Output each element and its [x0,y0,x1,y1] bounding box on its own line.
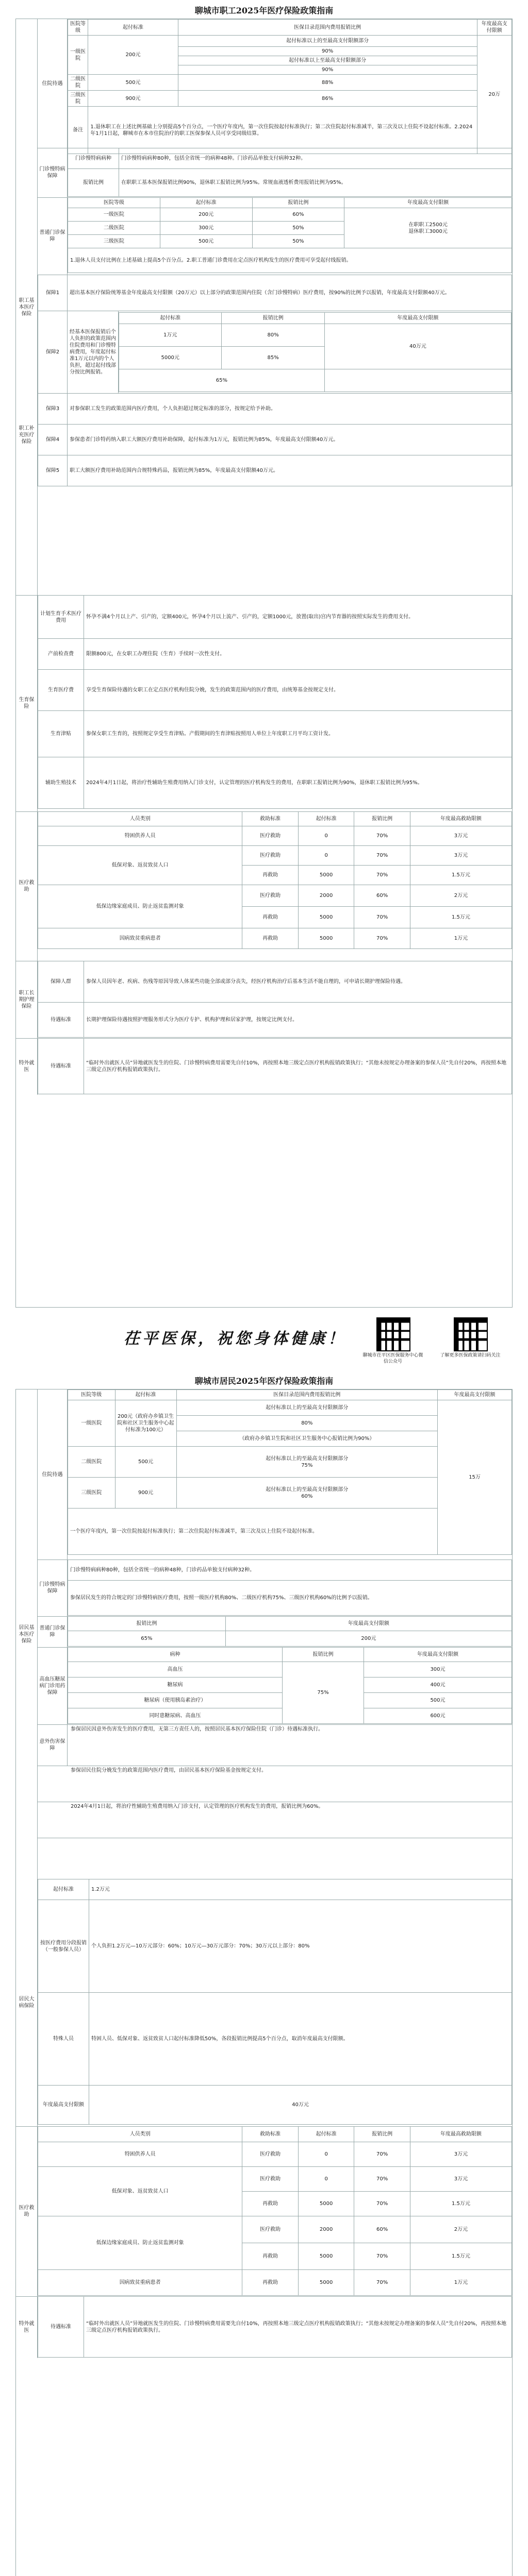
item-tag: 保障5 [38,455,68,486]
coverage-text: （政府办乡镇卫生院和社区卫生服务中心报销比例为90%） [176,1431,438,1447]
medical-aid-label: 医疗救助 [16,2126,38,2296]
aid-limit: 1.5万元 [410,907,512,928]
item-text: 经基本医保报销后个人负担的政策范围内住院费用和门诊慢特病费用，年度起付标准1万元以内的个人负担，超过起付线部分按比例报销。 [68,311,119,394]
maternity-section [16,595,512,812]
two-diseases-section [38,1647,512,1725]
col-header: 年度最高支付限额 [477,20,512,36]
disease-label: 门诊慢特病病种 [68,148,119,169]
item-text: 对参保职工发生的政策范围内医疗费用，个人负担超过规定标准的部分，按规定给予补助。 [68,394,512,425]
item-tag: 起付标准 [38,1879,89,1900]
inpatient-label: 住院待遇 [38,1389,68,1560]
aid-threshold: 5000 [298,2243,354,2270]
employee-policy-table [15,19,513,1308]
qr-caption: 了解更多医保政策请扫码关注 [440,1353,501,1358]
col-header: 报销比例 [252,198,344,208]
aid-threshold: 5000 [298,928,354,949]
general-outpatient-section [38,197,512,275]
outpatient-chronic-label: 门诊慢特病保障 [38,1560,68,1616]
item-text: 享受生育保险待遇的女职工在定点医疗机构住院分娩，发生的政策范围内的医疗费用，由统筹基金按规定支付。 [84,670,512,711]
medical-aid-section [16,2126,512,2297]
aid-limit: 2万元 [410,2216,512,2243]
col-header: 救助标准 [242,2127,299,2142]
threshold-value: 500元 [88,75,178,91]
accident-section [38,1724,512,1766]
sheet-title: 聊城市居民2025年医疗保险政策指南 [194,1376,334,1386]
item-tag: 保障2 [38,311,68,394]
hospital-level: 三级医院 [68,1478,116,1509]
coverage-text: 起付标准以上的至最高支付限额部分 [178,36,477,47]
annual-limit: 500元 [364,1693,512,1708]
aid-ratio: 70% [354,2192,410,2216]
item-tag: 保障4 [38,425,68,455]
item-text: 限额800元，在女职工办理住院（生育）手续时一次性支付。 [84,639,512,670]
annual-limit: 15万 [438,1400,512,1555]
col-header: 人员类别 [38,812,242,826]
aid-limit: 2万元 [410,885,512,907]
item-text: 参保患者门诊特药纳入职工大额医疗费用补助保障，起付标准为1万元，报销比例为85%，年度最高支付限额40万元。 [68,425,512,455]
inpatient-section [38,19,512,148]
hospital-level: 一级医院 [68,208,160,222]
threshold-value: 200元 [160,208,252,222]
col-header: 年度最高支付限额 [438,1390,512,1400]
item-tag: 年度最高支付限额 [38,2086,89,2125]
item-text: 怀孕不满4个月以上产、引产的，定额400元，怀孕4个月以上流产、引产的，定额1000元，放置(取出)宫内节育器的按照实际发生的费用支付。 [84,596,512,639]
aid-ratio: 70% [354,2167,410,2192]
aid-group: 低保边缘家庭成员、防止返贫监测对象 [38,885,242,928]
hospital-level: 二级医院 [68,1447,116,1478]
item-tag: 计划生育手术医疗费用 [38,596,84,639]
slogan: 茌平医保，祝您身体健康！ [124,1330,346,1348]
ratio-value: 50% [252,222,344,235]
aid-group: 低保对象、返贫致贫人口 [38,846,242,885]
inpatient-section [38,1389,512,1560]
aid-type: 医疗救助 [242,2142,299,2167]
col-header: 起付标准 [160,198,252,208]
item-tag: 保障1 [38,275,68,311]
remote-treatment-section [16,2296,512,2358]
ratio-value: 85% [222,347,324,369]
annual-limit: 200元 [225,1631,512,1647]
ratio-value: 50% [252,235,344,248]
col-header: 年度最高支付限额 [324,313,511,324]
col-header: 起付标准 [298,2127,354,2142]
qr-caption: 聊城市茌平区医保服务中心微信公众号 [362,1353,423,1364]
item-tag: 生育医疗费 [38,670,84,711]
item-tag: 生育津贴 [38,711,84,757]
main-category-label: 职工基本医疗保险 [16,19,38,595]
col-header: 起付标准 [119,313,222,324]
aid-limit: 1.5万元 [410,2243,512,2270]
outpatient-chronic-label: 门诊慢特病保障 [38,148,68,197]
aid-threshold: 0 [298,846,354,866]
general-outpatient-section [38,1616,512,1648]
maternity-text: 参保居民住院分娩发生的政策范围内医疗费用，由居民基本医疗保险基金按规定支付。 [71,1768,267,1773]
aid-limit: 1万元 [410,2270,512,2296]
general-outpatient-label: 普通门诊保障 [38,197,68,275]
aid-threshold: 2000 [298,2216,354,2243]
aid-ratio: 70% [354,846,410,866]
item-tag: 保障3 [38,394,68,425]
item-text: “临时外出就医人员”异地就医发生的住院、门诊慢特病费用需要先自付10%，再按照本地三级定点医疗机构报销政策执行；“其他未按规定办理备案的参保人员”先自付20%，再按照本地三级定点医疗机构报销政策执行。 [84,2297,512,2358]
limit-line: 退休职工3000元 [408,228,448,234]
item-tag: 特殊人员 [38,1993,89,2086]
col-header: 年度最高支付限额 [364,1648,512,1662]
hospital-level: 三级医院 [68,91,88,107]
col-header: 人员类别 [38,2127,242,2142]
item-tag: 待遇标准 [38,2297,84,2358]
item-text: 个人负担1.2万元—10万元部分：60%；10万元—30万元部分：70%；30万元以上部分：80% [89,1900,512,1993]
medical-aid-table [38,811,512,949]
footer-banner [0,1311,528,1368]
col-header: 报销比例 [68,1617,226,1631]
threshold-value: 200元（政府办乡镇卫生院和社区卫生服务中心起付标准为100元） [115,1400,176,1447]
aid-limit: 1万元 [410,928,512,949]
remote-label: 特外就医 [16,1038,38,1095]
col-header: 报销比例 [282,1648,364,1662]
disease-name: 高血压 [68,1662,283,1677]
coverage-text: 起付标准以上至最高支付限额部分 [178,56,477,65]
aid-threshold: 0 [298,2167,354,2192]
aid-group: 低保边缘家庭成员、防止返贫监测对象 [38,2216,242,2270]
aid-threshold: 2000 [298,885,354,907]
general-outpatient-label: 普通门诊保障 [38,1616,68,1647]
aid-ratio: 70% [354,907,410,928]
main-category-label: 居民基本医疗保险 [16,1389,38,1879]
threshold-value: 5000元 [119,347,222,369]
aid-type: 再救助 [242,866,299,885]
aid-limit: 1.5万元 [410,866,512,885]
annual-limit: 300元 [364,1662,512,1677]
hospital-level: 一级医院 [68,36,88,75]
outpatient-chronic-section [38,1560,512,1617]
col-header: 病种 [68,1648,283,1662]
aid-ratio: 70% [354,2142,410,2167]
long-term-care-section [16,961,512,1039]
coverage-text: 起付标准以上的至最高支付限额部分 [176,1400,438,1416]
accident-label: 意外伤害保障 [38,1724,68,1766]
ratio-value: 80% [222,324,324,347]
supplementary-label: 职工补充医疗保险 [16,275,38,595]
annual-limit: 40万元 [89,2086,512,2125]
col-header: 医院等级 [68,1390,116,1400]
annual-limit: 400元 [364,1677,512,1693]
aid-group: 因病致贫重病患者 [38,928,242,949]
item-tag: 按医疗费用分段报销（一般参保人员） [38,1900,89,1993]
assisted-reproduction-section [38,1802,512,1838]
inpatient-notes: 1.退休职工在上述比例基础上分别提高5个百分点，一个医疗年度内，第一次住院按起付标准执行；第二次住院起付标准减半，第三次及以上住院不设起付标准。2.2024年1月1日起，聊城市在本市住院治疗的职工医保参保人员可享受同级结算。 [88,107,477,154]
aid-ratio: 70% [354,2243,410,2270]
annual-limit: 40万元 [324,324,511,369]
coverage-ratio: 86% [178,91,477,107]
threshold-value: 900元 [88,91,178,107]
threshold-value: 900元 [115,1478,176,1509]
note-label: 备注 [68,107,88,154]
coverage-ratio: 88% [178,75,477,91]
aid-type: 医疗救助 [242,885,299,907]
aid-threshold: 5000 [298,866,354,885]
hospital-level: 一级医院 [68,1400,116,1447]
item-text: 特困人员、低保对象、返贫致贫人口起付标准降低50%，各段报销比例提高5个百分点，取消年度最高支付限额。 [89,1993,512,2086]
col-header: 报销比例 [222,313,324,324]
resident-policy-sheet [0,1370,528,2576]
aid-ratio: 60% [354,2216,410,2243]
item-tag: 待遇标准 [38,1003,84,1038]
accident-text: 参保居民因意外伤害发生的医疗费用，无第三方责任人的，按照居民基本医疗保险住院（门诊）待遇标准执行。 [71,1726,323,1732]
threshold-value: 500元 [115,1447,176,1478]
ratio-value: 60% [252,208,344,222]
col-header: 起付标准 [88,20,178,36]
resident-policy-table [15,1389,513,2576]
col-header: 医院等级 [68,198,160,208]
annual-limit [344,208,512,248]
col-header: 医保目录范围内费用报销比例 [176,1390,438,1400]
ratio-text: 参保居民发生的符合规定的门诊慢特病医疗费用，按照一级医疗机构80%、二级医疗机构75%、三级医疗机构60%的比例予以报销。 [68,1581,512,1616]
outpatient-chronic-section [38,148,512,198]
ratio-value: 75% [282,1662,364,1724]
inpatient-label: 住院待遇 [38,19,68,148]
sheet-title: 聊城市职工2025年医疗保险政策指南 [194,6,334,15]
disease-name: 糖尿病 [68,1677,283,1693]
remote-treatment-section [16,1038,512,1095]
coverage-text [176,1478,438,1509]
item-text: “临时外出就医人员”异地就医发生的住院、门诊慢特病费用需要先自付10%，再按照本地三级定点医疗机构报销政策执行；“其他未按规定办理备案的参保人员”先自付20%，再按照本地三级定点医疗机构报销政策执行。 [84,1039,512,1094]
hospital-level: 二级医院 [68,75,88,91]
coverage-ratio: 60% [301,1493,313,1499]
item-tag: 辅助生殖技术 [38,757,84,809]
annual-limit: 600元 [364,1708,512,1724]
aid-type: 医疗救助 [242,2216,299,2243]
coverage-line: 起付标准以上的至最高支付限额部分 [266,1486,349,1493]
serious-illness-label: 居民大病保险 [16,1879,38,2126]
aid-ratio: 70% [354,866,410,885]
disease-text: 门诊慢特病病种80种，包括全省统一的病种48种，门诊药品单独支付病种32种。 [68,1560,512,1581]
col-header: 年度最高支付限额 [225,1617,512,1631]
aid-threshold: 5000 [298,2192,354,2216]
remote-label: 特外就医 [16,2296,38,2358]
medical-aid-label: 医疗救助 [16,811,38,961]
coverage-ratio: 75% [301,1462,313,1468]
item-text: 参保女职工生育的，按照规定享受生育津贴。产假期间的生育津贴按照用人单位上年度职工月平均工资计发。 [84,711,512,757]
inpatient-table [68,19,512,154]
item-tag: 产前检查费 [38,639,84,670]
medical-aid-section [16,811,512,961]
aid-type: 再救助 [242,2243,299,2270]
aid-group: 低保对象、返贫致贫人口 [38,2167,242,2216]
aid-type: 再救助 [242,2270,299,2296]
ratio-text: 在职职工基本医保报销比例90%，退休职工报销比例为95%。常规血液透析费用报销比例为95%。 [119,169,512,197]
aid-limit: 3万元 [410,2142,512,2167]
col-header: 起付标准 [115,1390,176,1400]
assisted-text: 2024年4月1日起，将治疗性辅助生殖费用纳入门诊支付，认定管理的医疗机构发生的费用，报销比例为60%。 [71,1804,324,1809]
long-term-care-label: 职工长期护理保险 [16,961,38,1038]
aid-group: 因病致贫重病患者 [38,2270,242,2296]
inpatient-note: 一个医疗年度内，第一次住院按起付标准执行；第二次住院起付标准减半，第三次及以上住院不设起付标准。 [68,1509,438,1555]
annual-limit: 20万 [477,36,512,154]
two-diseases-label: 高血压糖尿病门诊用药保障 [38,1647,68,1724]
item-tag: 待遇标准 [38,1039,84,1094]
aid-threshold: 0 [298,826,354,846]
hospital-level: 二级医院 [68,222,160,235]
aid-ratio: 70% [354,2270,410,2296]
coverage-line: 起付标准以上的至最高支付限额部分 [266,1455,349,1462]
item-text: 2024年4月1日起，将治疗性辅助生殖费用纳入门诊支付，认定管理的医疗机构发生的费用，在职职工报销比例为90%，退休职工报销比例为95%。 [84,757,512,809]
qr-code-icon[interactable] [454,1317,488,1351]
col-header: 年度最高支付限额 [344,198,512,208]
col-header: 报销比例 [354,812,410,826]
threshold-value: 1万元 [119,324,222,347]
hospital-level: 三级医院 [68,235,160,248]
coverage-ratio: 90% [178,47,477,56]
aid-limit: 3万元 [410,2167,512,2192]
col-header: 报销比例 [354,2127,410,2142]
aid-type: 再救助 [242,907,299,928]
maternity-section [38,1766,512,1802]
ratio-label: 报销比例 [68,169,119,197]
coverage-ratio: 80% [176,1416,438,1431]
aid-type: 医疗救助 [242,2167,299,2192]
aid-ratio: 60% [354,885,410,907]
col-header: 起付标准 [298,812,354,826]
item-tag: 保障人群 [38,961,84,1003]
aid-type: 医疗救助 [242,826,299,846]
disease-name: 同时患糖尿病、高血压 [68,1708,283,1724]
aid-type: 再救助 [242,928,299,949]
col-header: 医院等级 [68,20,88,36]
item-text: 超出基本医疗保险统筹基金年度最高支付限额（20万元）以上部分的政策范围内住院（含门诊慢特病）医疗费用，按90%的比例予以报销，年度最高支付限额40万元。 [68,275,512,311]
supplementary-section [16,275,512,596]
aid-limit: 3万元 [410,846,512,866]
aid-threshold: 5000 [298,2270,354,2296]
coverage-ratio: 90% [178,65,477,75]
aid-limit: 1.5万元 [410,2192,512,2216]
item-text: 职工大额医疗费用补助范围内合规特殊药品，报销比例为85%，年度最高支付限额40万元。 [68,455,512,486]
general-outpatient-note: 1.退休人员支付比例在上述基础上提高5个百分点。2.职工普通门诊费用在定点医疗机构发生的医疗费用可享受起付线报销。 [68,248,512,273]
aid-ratio: 70% [354,928,410,949]
item-text: 1.2万元 [89,1879,512,1900]
item-text: 参保人员因年老、疾病、伤残等原因导致人体某些功能全部或部分丧失，经医疗机构治疗后基本生活不能自理的，可申请长期护理保险待遇。 [84,961,512,1003]
aid-type: 再救助 [242,2192,299,2216]
threshold-value: 500元 [160,235,252,248]
item-text: 长期护理保险待遇按照护理服务形式分为医疗专护、机构护理和居家护理，按规定比例支付。 [84,1003,512,1038]
serious-illness-section [16,1879,512,2127]
ratio-value: 65% [68,1631,226,1647]
aid-group: 特困供养人员 [38,826,242,846]
col-header: 年度最高救助限额 [410,812,512,826]
limit-line: 在职职工2500元 [408,222,448,228]
disease-name: 糖尿病（使用胰岛素治疗） [68,1693,283,1708]
aid-threshold: 0 [298,2142,354,2167]
aid-group: 特困供养人员 [38,2142,242,2167]
disease-text: 门诊慢特病病种80种，包括全省统一的病种48种。门诊药品单独支付病种32种。 [119,148,512,169]
threshold-value: 300元 [160,222,252,235]
threshold-value: 200元 [88,36,178,75]
col-header: 年度最高救助限额 [410,2127,512,2142]
aid-limit: 3万元 [410,826,512,846]
ratio-value: 65% [119,369,325,392]
qr-code-icon[interactable] [376,1317,410,1351]
col-header: 医保目录范围内费用报销比例 [178,20,477,36]
coverage-text [176,1447,438,1478]
col-header: 救助标准 [242,812,299,826]
aid-ratio: 70% [354,826,410,846]
aid-type: 医疗救助 [242,846,299,866]
maternity-label: 生育保险 [16,595,38,811]
aid-threshold: 5000 [298,907,354,928]
